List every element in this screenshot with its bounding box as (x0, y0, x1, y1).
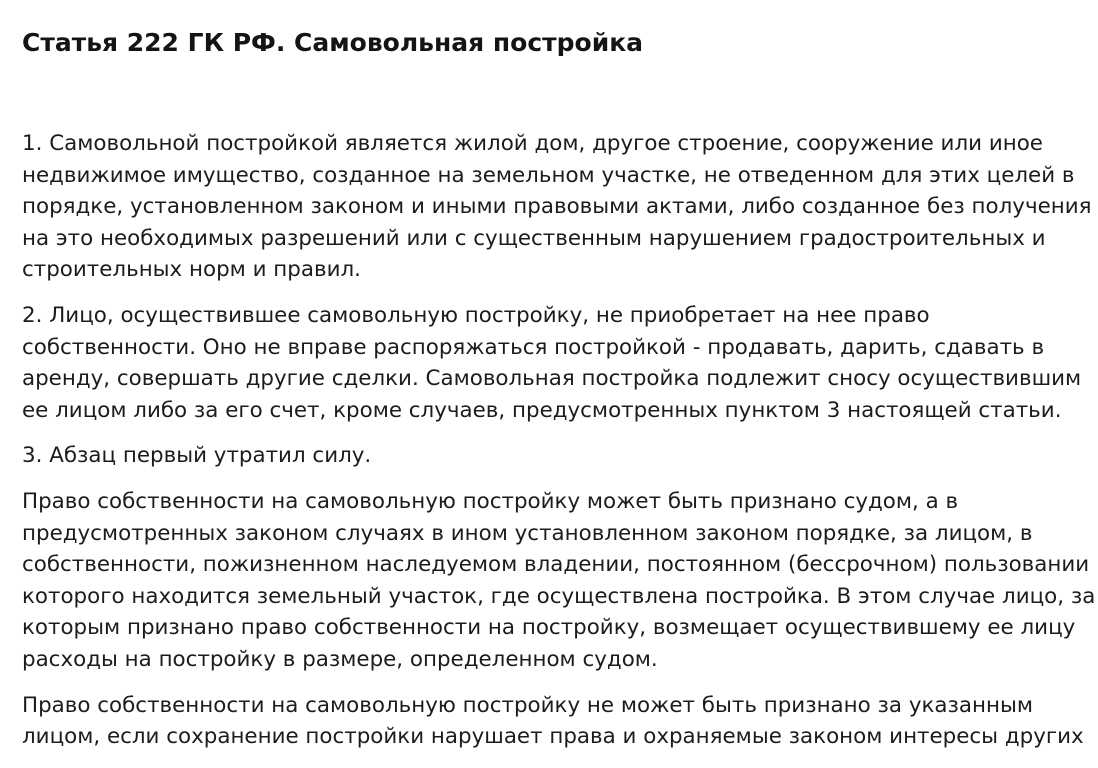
paragraph-line: собственности, пожизненном наследуемом владении, постоянном (бессрочном) пользовании (22, 552, 1090, 578)
paragraph-line: которым признано право собственности на постройку, возмещает осуществившему ее лицу (22, 615, 1076, 641)
paragraph-line: строительных норм и правил. (22, 257, 361, 283)
paragraph-line: недвижимое имущество, созданное на земельном участке, не отведенном для этих целей в (22, 162, 1075, 188)
paragraph-3 (22, 440, 1082, 472)
paragraph-line: порядке, установленном законом и иными правовыми актами, либо созданное без получения (22, 194, 1092, 220)
paragraph-line: лицом, если сохранение постройки нарушает права и охраняемые законом интересы других (22, 724, 1084, 750)
paragraph-line: 2. Лицо, осуществившее самовольную постройку, не приобретает на нее право (22, 302, 930, 328)
paragraph-4 (22, 486, 1096, 676)
paragraph-line: 3. Абзац первый утратил силу. (22, 443, 372, 469)
paragraph-line: предусмотренных законом случаях в ином установленном законом порядке, за лицом, в (22, 520, 1033, 546)
article-body (22, 128, 1096, 767)
paragraph-5 (22, 690, 1082, 753)
paragraph-line: Право собственности на самовольную постройку не может быть признано за указанным (22, 692, 1033, 718)
paragraph-line: собственности. Оно не вправе распоряжаться постройкой - продавать, дарить, сдавать в (22, 334, 1045, 360)
paragraph-line: ее лицом либо за его счет, кроме случаев, предусмотренных пунктом 3 настоящей статьи. (22, 397, 1062, 423)
paragraph-line: аренду, совершать другие сделки. Самовольная постройка подлежит сносу осуществившим (22, 366, 1082, 392)
paragraph-line: на это необходимых разрешений или с существенным нарушением градостроительных и (22, 225, 1046, 251)
paragraph-line: которого находится земельный участок, где осуществлена постройка. В этом случае лицо, за (22, 583, 1096, 609)
paragraph-line: Право собственности на самовольную постройку может быть признано судом, а в (22, 488, 959, 514)
article-title: Статья 222 ГК РФ. Самовольная постройка (22, 28, 644, 57)
paragraph-2 (22, 300, 1082, 426)
paragraph-line: расходы на постройку в размере, определенном судом. (22, 646, 658, 672)
paragraph-line: 1. Самовольной постройкой является жилой дом, другое строение, сооружение или иное (22, 131, 1043, 156)
paragraph-1 (22, 128, 1092, 286)
